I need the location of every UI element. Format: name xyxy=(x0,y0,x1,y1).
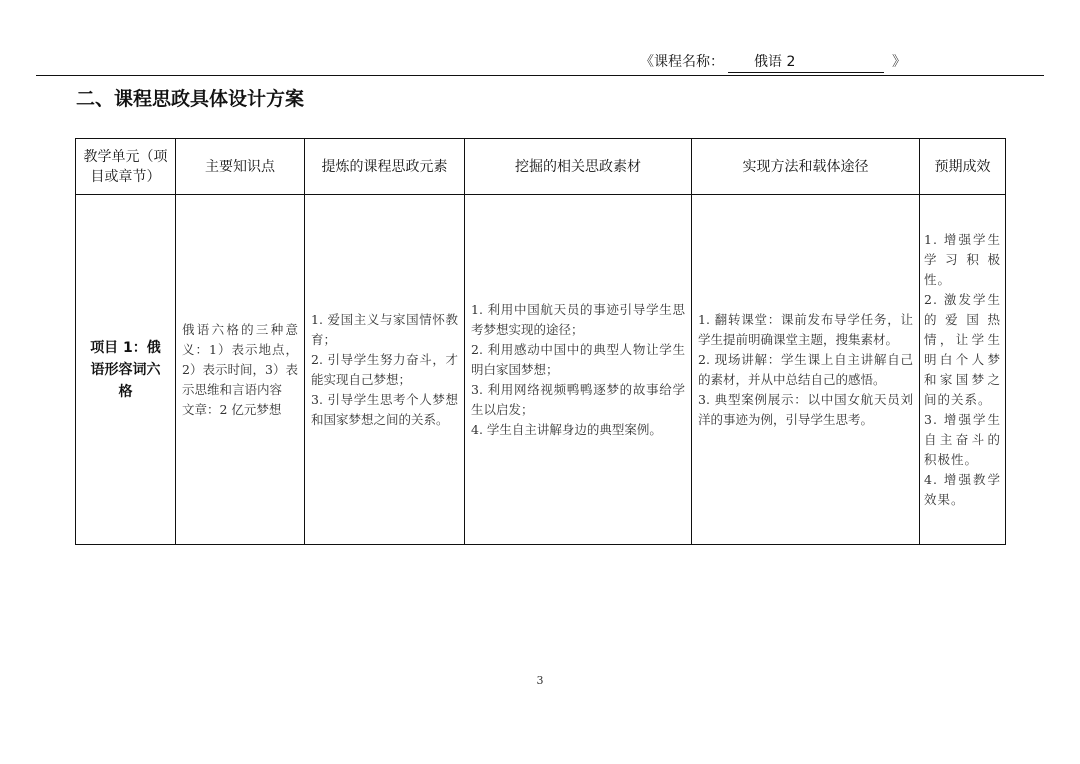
outcome-item: 2. 激发学生的爱国热情，让学生明白个人梦和家国梦之间的关系。 xyxy=(924,291,1001,407)
method-item: 1. 翻转课堂：课前发布导学任务，让学生提前明确课堂主题，搜集素材。 xyxy=(698,311,913,347)
course-header xyxy=(640,52,1060,73)
unit-cell: 项目 1：俄语形容词六格 xyxy=(76,195,176,545)
column-header-methods: 实现方法和载体途径 xyxy=(692,139,920,195)
outcomes-cell xyxy=(920,195,1006,545)
knowledge-line: 文章：2 亿元梦想 xyxy=(182,401,282,417)
column-header-knowledge: 主要知识点 xyxy=(176,139,305,195)
column-header-elements: 提炼的课程思政元素 xyxy=(305,139,465,195)
material-item: 3. 利用网络视频鸭鸭逐梦的故事给学生以启发； xyxy=(471,381,685,417)
outcome-item: 1. 增强学生学习积极性。 xyxy=(924,231,1001,287)
course-name-value: 俄语 2 xyxy=(728,52,884,73)
outcome-item: 3. 增强学生自主奋斗的积极性。 xyxy=(924,411,1001,467)
element-item: 3. 引导学生思考个人梦想和国家梦想之间的关系。 xyxy=(311,391,458,427)
section-title: 二、课程思政具体设计方案 xyxy=(76,88,305,110)
knowledge-line: 俄语六格的三种意义：1）表示地点，2）表示时间，3）表示思维和言语内容 xyxy=(182,321,298,397)
column-header-materials: 挖掘的相关思政素材 xyxy=(465,139,692,195)
column-header-outcomes: 预期成效 xyxy=(920,139,1006,195)
method-item: 2. 现场讲解：学生课上自主讲解自己的素材，并从中总结自己的感悟。 xyxy=(698,351,913,387)
course-header-suffix: 》 xyxy=(892,54,906,70)
outcome-item: 4. 增强教学效果。 xyxy=(924,471,1001,507)
material-item: 1. 利用中国航天员的事迹引导学生思考梦想实现的途径； xyxy=(471,301,685,337)
table-header-row xyxy=(76,139,1006,195)
course-header-prefix: 《课程名称： xyxy=(640,54,724,70)
knowledge-cell xyxy=(176,195,305,545)
header-divider xyxy=(36,75,1044,76)
methods-cell xyxy=(692,195,920,545)
element-item: 2. 引导学生努力奋斗，才能实现自己梦想； xyxy=(311,351,458,387)
page-number: 3 xyxy=(536,674,544,687)
materials-cell xyxy=(465,195,692,545)
material-item: 2. 利用感动中国中的典型人物让学生明白家国梦想； xyxy=(471,341,685,377)
method-item: 3. 典型案例展示：以中国女航天员刘洋的事迹为例，引导学生思考。 xyxy=(698,391,913,427)
elements-cell xyxy=(305,195,465,545)
design-plan-table xyxy=(75,138,1006,545)
table-row xyxy=(76,195,1006,545)
element-item: 1. 爱国主义与家国情怀教育； xyxy=(311,311,458,347)
material-item: 4. 学生自主讲解身边的典型案例。 xyxy=(471,421,662,437)
column-header-unit: 教学单元（项目或章节） xyxy=(76,139,176,195)
